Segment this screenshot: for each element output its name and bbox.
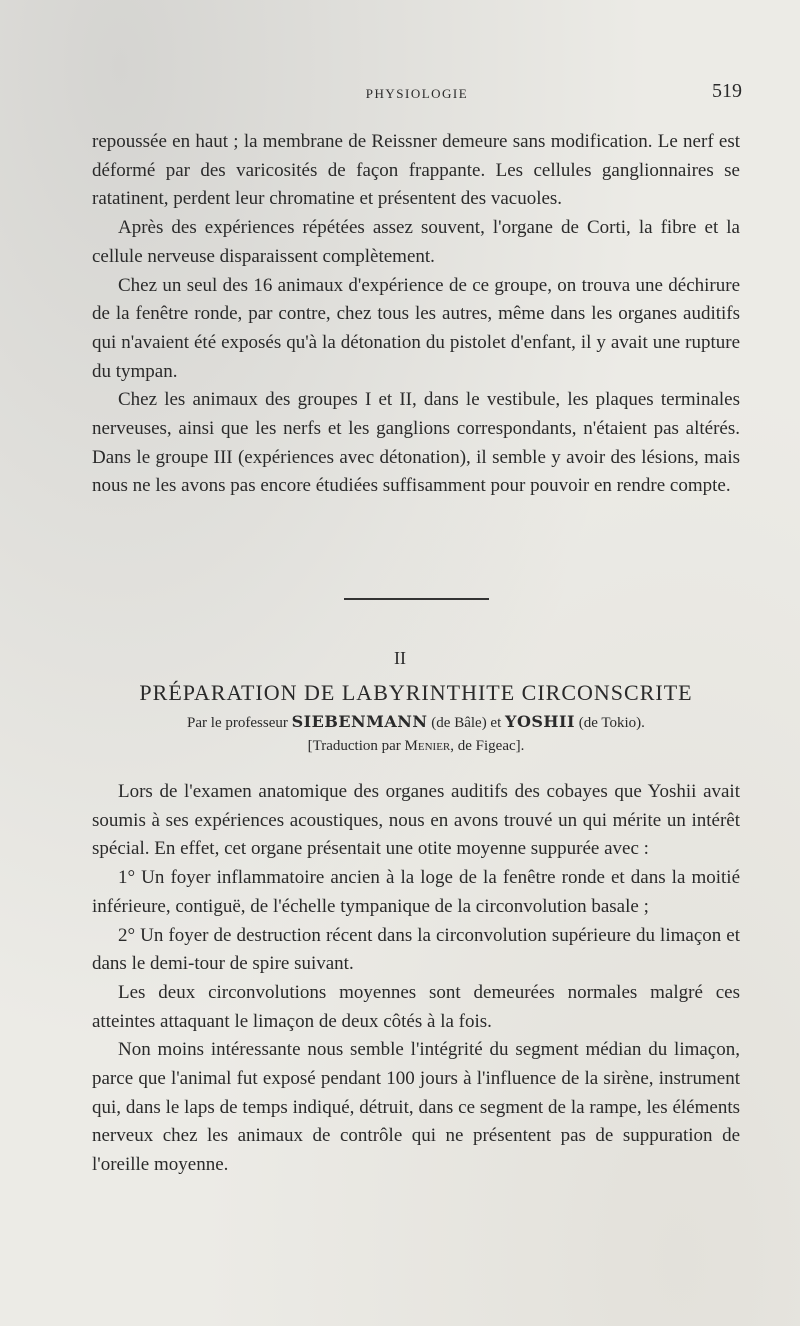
section-divider [344,598,489,600]
author-place: (de Tokio). [578,715,645,731]
running-head: PHYSIOLOGIE [365,86,469,101]
section1-text [92,128,740,501]
page-header [92,80,742,110]
byline-prefix: Par le professeur [187,715,288,731]
section-title: PRÉPARATION DE LABYRINTHITE CIRCONSCRITE [139,680,693,705]
page-number: 519 [712,80,742,102]
byline [92,712,740,732]
paragraph: 1° Un foyer inflammatoire ancien à la loge de la fenêtre ronde et dans la moitié inférieure, contiguë, de l'échelle tympanique de la circonvolution basale ; [92,867,740,917]
paragraph: Chez un seul des 16 animaux d'expérience de ce groupe, on trouva une déchirure de la fenêtre ronde, par contre, chez tous les autres, même dans les organes auditifs qui n'avaient été exposés qu'à la détonation du pistolet d'enfant, il y avait une rupture du tympan. [92,274,740,382]
paragraph: repoussée en haut ; la membrane de Reissner demeure sans modification. Le nerf est déformé par des varicosités de façon frappante. Les cellules ganglionnaires se ratatinent, perdent leur chromatine et présentent des vacuoles. [92,131,740,210]
paragraph: Non moins intéressante nous semble l'intégrité du segment médian du limaçon, parce que l'animal fut exposé pendant 100 jours à l'influence de la sirène, instrument qui, dans le laps de temps indiqué, détruit, dans ce segment de la rampe, les éléments nerveux chez les animaux de contrôle qui ne présentent pas de suppuration de l'oreille moyenne. [92,1039,740,1176]
author-name: SIEBENMANN [291,712,428,731]
paragraph: Lors de l'examen anatomique des organes auditifs des cobayes que Yoshii avait soumis à ses expériences acoustiques, nous en avons trouvé un qui mérite un intérêt spécial. En effet, cet organe présentait une otite moyenne suppurée avec : [92,781,740,860]
author-place: (de Bâle) et [431,715,502,731]
translation-credit [92,738,740,755]
paragraph: Chez les animaux des groupes I et II, dans le vestibule, les plaques terminales nerveuses, ainsi que les nerfs et les ganglions correspondants, n'étaient pas altérés. Dans le groupe III (expériences avec détonation), il semble y avoir des lésions, mais nous ne les avons pas encore étudiées suffisamment pour pouvoir en rendre compte. [92,389,740,497]
translator-name: Menier [404,738,451,754]
author-name: YOSHII [505,712,576,731]
section-number: II [394,648,406,668]
translation-suffix: , de Figeac]. [450,738,525,754]
section2-text [92,778,740,1180]
paragraph: 2° Un foyer de destruction récent dans la circonvolution supérieure du limaçon et dans le demi-tour de spire suivant. [92,924,740,975]
translation-prefix: [Traduction par [307,738,401,754]
paragraph: Les deux circonvolutions moyennes sont demeurées normales malgré ces atteintes attaquant le limaçon de deux côtés à la fois. [92,981,740,1032]
paragraph: Après des expériences répétées assez souvent, l'organe de Corti, la fibre et la cellule nerveuse disparaissent complètement. [92,217,740,267]
